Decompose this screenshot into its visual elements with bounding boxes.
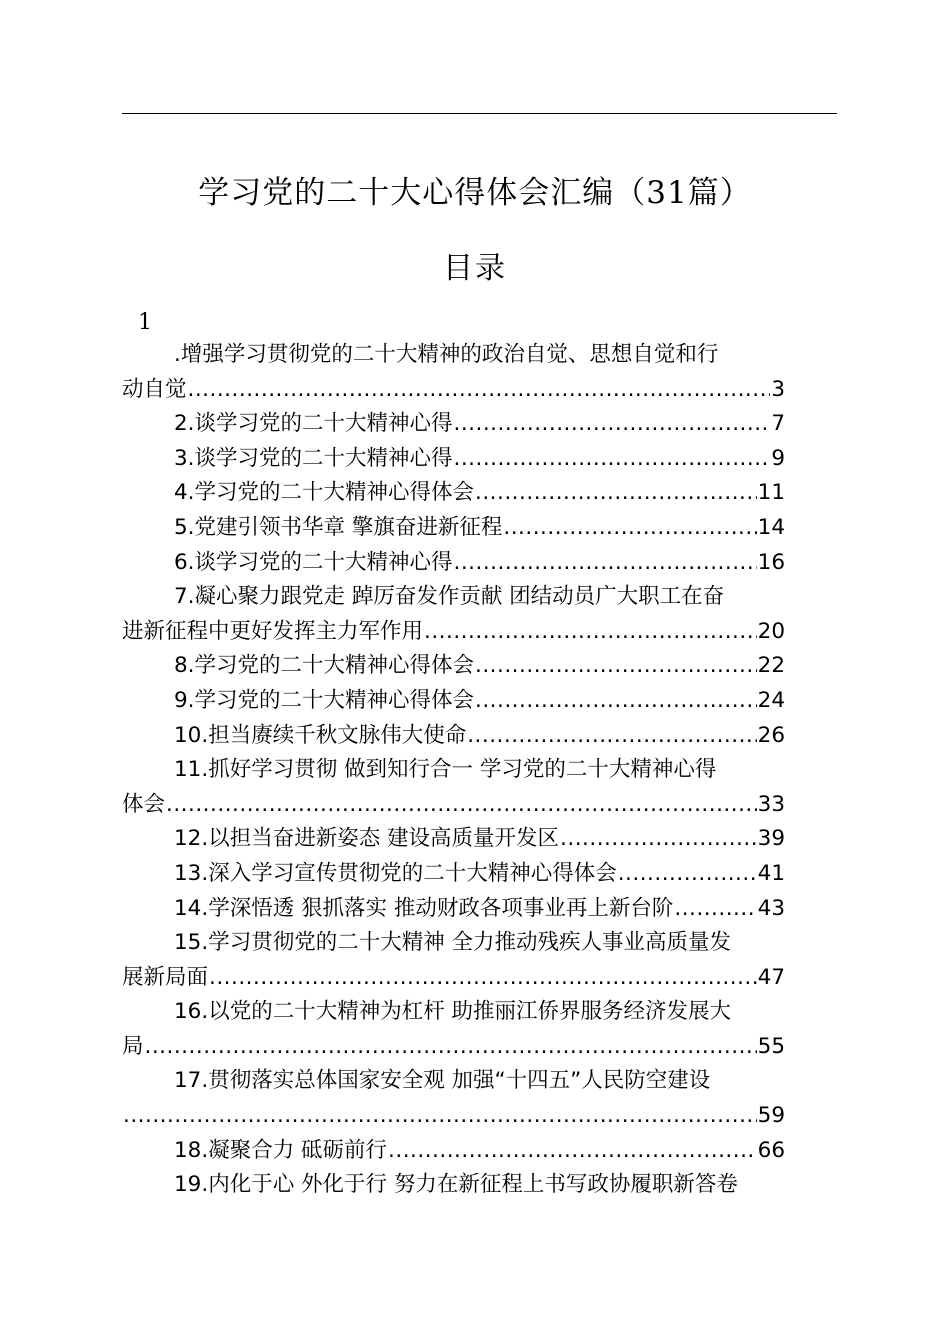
toc-entry-title: 3.谈学习党的二十大精神心得 (174, 445, 453, 471)
dot-leader (454, 442, 771, 477)
dot-leader (475, 476, 757, 511)
toc-entry-title: 11.抓好学习贯彻 做到知行合一 学习党的二十大精神心得 (174, 757, 717, 783)
toc-entry-title: 进新征程中更好发挥主力军作用 (122, 618, 424, 644)
toc-entry[interactable] (122, 719, 837, 754)
dot-leader (467, 719, 756, 754)
toc-entry-title: 13.深入学习宣传贯彻党的二十大精神心得体会 (174, 860, 617, 886)
toc-entry[interactable] (122, 407, 837, 442)
document-title: 学习党的二十大心得体会汇编（31篇） (198, 175, 752, 211)
toc-page-number: 14 (757, 514, 785, 540)
toc-entry-title: 12.以担当奋进新姿态 建设高质量开发区 (174, 826, 560, 852)
toc-page-number: 7 (771, 411, 785, 437)
dot-leader (388, 1134, 757, 1169)
dot-leader (560, 822, 757, 857)
toc-entry-title: 4.学习党的二十大精神心得体会 (174, 480, 475, 506)
toc-heading: 目录 (443, 251, 507, 286)
dot-leader (475, 649, 757, 684)
toc-entry[interactable] (122, 1168, 837, 1203)
toc-entry-title: 19.内化于心 外化于行 努力在新征程上书写政协履职新答卷 (174, 1172, 738, 1198)
toc-page-number: 59 (757, 1103, 785, 1129)
toc-entry-title: 7.凝心聚力跟党走 踔厉奋发作贡献 团结动员广大职工在奋 (174, 584, 725, 610)
toc-entry[interactable] (122, 649, 837, 684)
toc-entry[interactable] (122, 580, 837, 649)
toc-page-number: 41 (757, 860, 785, 886)
dot-leader (209, 961, 757, 996)
toc-entry-title: 2.谈学习党的二十大精神心得 (174, 411, 453, 437)
dot-leader (145, 1030, 757, 1065)
header-rule (122, 113, 837, 114)
toc-entry[interactable] (122, 338, 837, 407)
toc-entry[interactable] (122, 476, 837, 511)
toc-entry-title: 18.凝聚合力 砥砺前行 (174, 1137, 388, 1163)
toc-entry-title: 17.贯彻落实总体国家安全观 加强“十四五”人民防空建设 (174, 1068, 711, 1094)
toc-entry[interactable] (122, 1134, 837, 1169)
toc-page-number: 47 (757, 964, 785, 990)
dot-leader (123, 1099, 757, 1134)
dot-leader (188, 373, 771, 408)
toc-entry[interactable] (122, 511, 837, 546)
dot-leader (424, 615, 757, 650)
toc-page-number: 43 (757, 895, 785, 921)
toc-page-number: 39 (757, 826, 785, 852)
toc-page-number: 16 (757, 549, 785, 575)
dot-leader (454, 407, 771, 442)
toc-page-number: 11 (757, 480, 785, 506)
dot-leader (503, 511, 756, 546)
toc-entry-title: .增强学习贯彻党的二十大精神的政治自觉、思想自觉和行 (174, 342, 719, 367)
dot-leader (475, 684, 757, 719)
toc-entry[interactable] (122, 546, 837, 581)
toc-entry-title: 9.学习党的二十大精神心得体会 (174, 687, 475, 713)
toc-entry[interactable] (122, 1064, 837, 1133)
toc-entry[interactable] (122, 822, 837, 857)
toc-page-number: 66 (757, 1137, 785, 1163)
toc-entry-title: 5.党建引领书华章 擎旗奋进新征程 (174, 514, 503, 540)
toc-entry-title: 8.学习党的二十大精神心得体会 (174, 653, 475, 679)
toc-entry-title: 15.学习贯彻党的二十大精神 全力推动残疾人事业高质量发 (174, 930, 732, 956)
toc-page-number: 3 (771, 376, 785, 402)
toc-page-number: 24 (757, 687, 785, 713)
toc-entry-title: 展新局面 (122, 964, 209, 990)
toc-entry-title: 14.学深悟透 狠抓落实 推动财政各项事业再上新台阶 (174, 895, 674, 921)
dot-leader (618, 857, 757, 892)
toc-page-number: 33 (757, 791, 785, 817)
dot-leader (166, 788, 757, 823)
toc-page-number: 22 (757, 653, 785, 679)
toc-entry[interactable] (122, 684, 837, 719)
toc-page-number: 55 (757, 1033, 785, 1059)
dot-leader (454, 546, 757, 581)
toc-entry[interactable] (122, 753, 837, 822)
toc-entry[interactable] (122, 892, 837, 927)
toc-entry[interactable] (122, 857, 837, 892)
toc-entry-title: 动自觉 (122, 376, 187, 402)
toc-entry-title: 10.担当赓续千秋文脉伟大使命 (174, 722, 467, 748)
toc-entry[interactable] (122, 442, 837, 477)
toc-page-number: 9 (771, 445, 785, 471)
toc-page-number: 26 (757, 722, 785, 748)
toc-entry-title: 6.谈学习党的二十大精神心得 (174, 549, 453, 575)
list-number-marker: 1 (138, 310, 152, 335)
toc-entry[interactable] (122, 995, 837, 1064)
toc-entry-title: 16.以党的二十大精神为杠杆 助推丽江侨界服务经济发展大 (174, 999, 732, 1025)
toc-entry-title: 局 (122, 1033, 144, 1059)
toc-page-number: 20 (757, 618, 785, 644)
table-of-contents (122, 338, 837, 1203)
dot-leader (674, 892, 756, 927)
toc-entry[interactable] (122, 926, 837, 995)
toc-entry-title: 体会 (122, 791, 166, 817)
